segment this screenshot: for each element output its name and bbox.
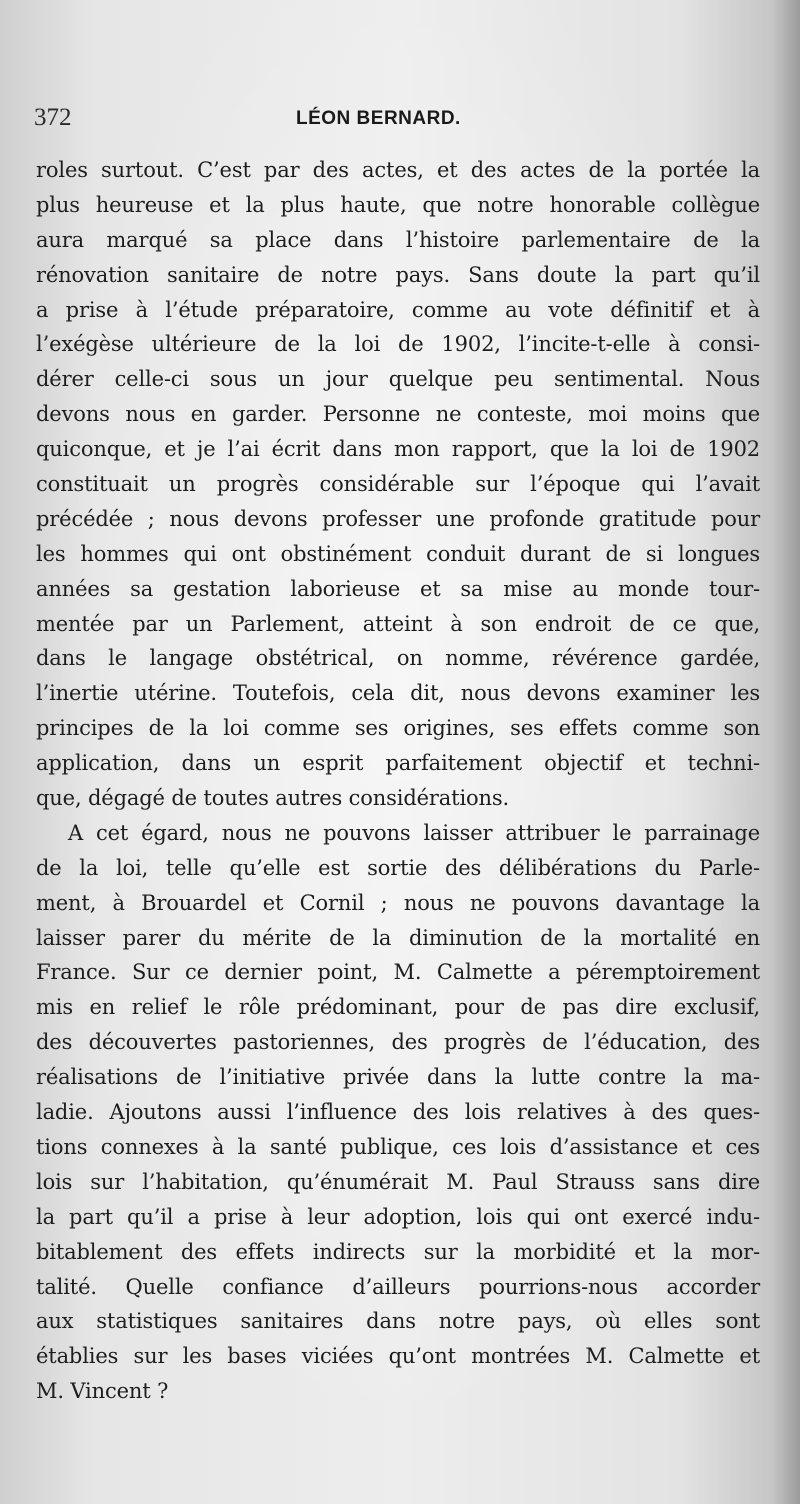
body-text <box>36 153 760 1409</box>
text-line: quiconque, et je l’ai écrit dans mon rapport, que la loi de 1902 <box>36 437 760 462</box>
text-line: les hommes qui ont obstinément conduit durant de si longues <box>36 541 760 566</box>
text-line: années sa gestation laborieuse et sa mise au monde tour- <box>36 576 760 601</box>
text-line: établies sur les bases viciées qu’ont montrées M. Calmette et <box>36 1344 760 1369</box>
text-line: aux statistiques sanitaires dans notre pays, où elles sont <box>36 1309 760 1334</box>
text-line: l’exégèse ultérieure de la loi de 1902, l’incite-t-elle à consi- <box>36 332 760 357</box>
text-line: des découvertes pastoriennes, des progrès de l’éducation, des <box>36 1030 760 1055</box>
text-line: mis en relief le rôle prédominant, pour de pas dire exclusif, <box>36 995 760 1020</box>
text-line: ladie. Ajoutons aussi l’influence des lois relatives à des ques- <box>36 1100 760 1125</box>
text-line: dérer celle-ci sous un jour quelque peu sentimental. Nous <box>36 367 760 392</box>
text-line: plus heureuse et la plus haute, que notre honorable collègue <box>36 192 760 217</box>
text-line: l’inertie utérine. Toutefois, cela dit, nous devons examiner les <box>36 681 760 706</box>
page-number: 372 <box>34 104 72 131</box>
text-line: devons nous en garder. Personne ne conteste, moi moins que <box>36 402 760 427</box>
text-line: aura marqué sa place dans l’histoire parlementaire de la <box>36 227 760 252</box>
text-line: roles surtout. C’est par des actes, et des actes de la portée la <box>36 158 760 182</box>
text-line: constituait un progrès considérable sur l’époque qui l’avait <box>36 472 760 497</box>
text-line: bitablement des effets indirects sur la morbidité et la mor- <box>36 1239 760 1264</box>
text-line: dans le langage obstétrical, on nomme, révérence gardée, <box>36 646 760 671</box>
running-head: LÉON BERNARD. <box>296 108 461 129</box>
text-line: ment, à Brouardel et Cornil ; nous ne pouvons davantage la <box>36 890 760 915</box>
page-header <box>0 104 800 144</box>
text-line: que, dégagé de toutes autres considérations. <box>36 786 510 811</box>
paragraph-2 <box>36 816 760 1409</box>
text-line: précédée ; nous devons professer une profonde gratitude pour <box>36 506 760 531</box>
text-line: de la loi, telle qu’elle est sortie des délibérations du Parle- <box>36 855 760 880</box>
text-line: principes de la loi comme ses origines, ses effets comme son <box>36 716 760 741</box>
text-line: réalisations de l’initiative privée dans la lutte contre la ma- <box>36 1065 760 1090</box>
text-line: a prise à l’étude préparatoire, comme au vote définitif et à <box>36 297 760 322</box>
text-line: tions connexes à la santé publique, ces lois d’assistance et ces <box>36 1134 760 1159</box>
text-line: France. Sur ce dernier point, M. Calmette a péremptoirement <box>36 960 760 985</box>
text-line: laisser parer du mérite de la diminution de la mortalité en <box>36 925 760 950</box>
text-line: rénovation sanitaire de notre pays. Sans doute la part qu’il <box>36 262 760 287</box>
text-line: mentée par un Parlement, atteint à son endroit de ce que, <box>36 611 760 636</box>
text-line: lois sur l’habitation, qu’énumérait M. Paul Strauss sans dire <box>36 1169 760 1194</box>
paragraph-1 <box>36 153 760 816</box>
text-line: talité. Quelle confiance d’ailleurs pourrions-nous accorder <box>36 1274 760 1299</box>
text-line: la part qu’il a prise à leur adoption, lois qui ont exercé indu- <box>36 1204 760 1229</box>
text-line: M. Vincent ? <box>36 1379 169 1404</box>
text-line: A cet égard, nous ne pouvons laisser attribuer le parrainage <box>68 820 760 845</box>
text-line: application, dans un esprit parfaitement objectif et techni- <box>36 751 760 776</box>
